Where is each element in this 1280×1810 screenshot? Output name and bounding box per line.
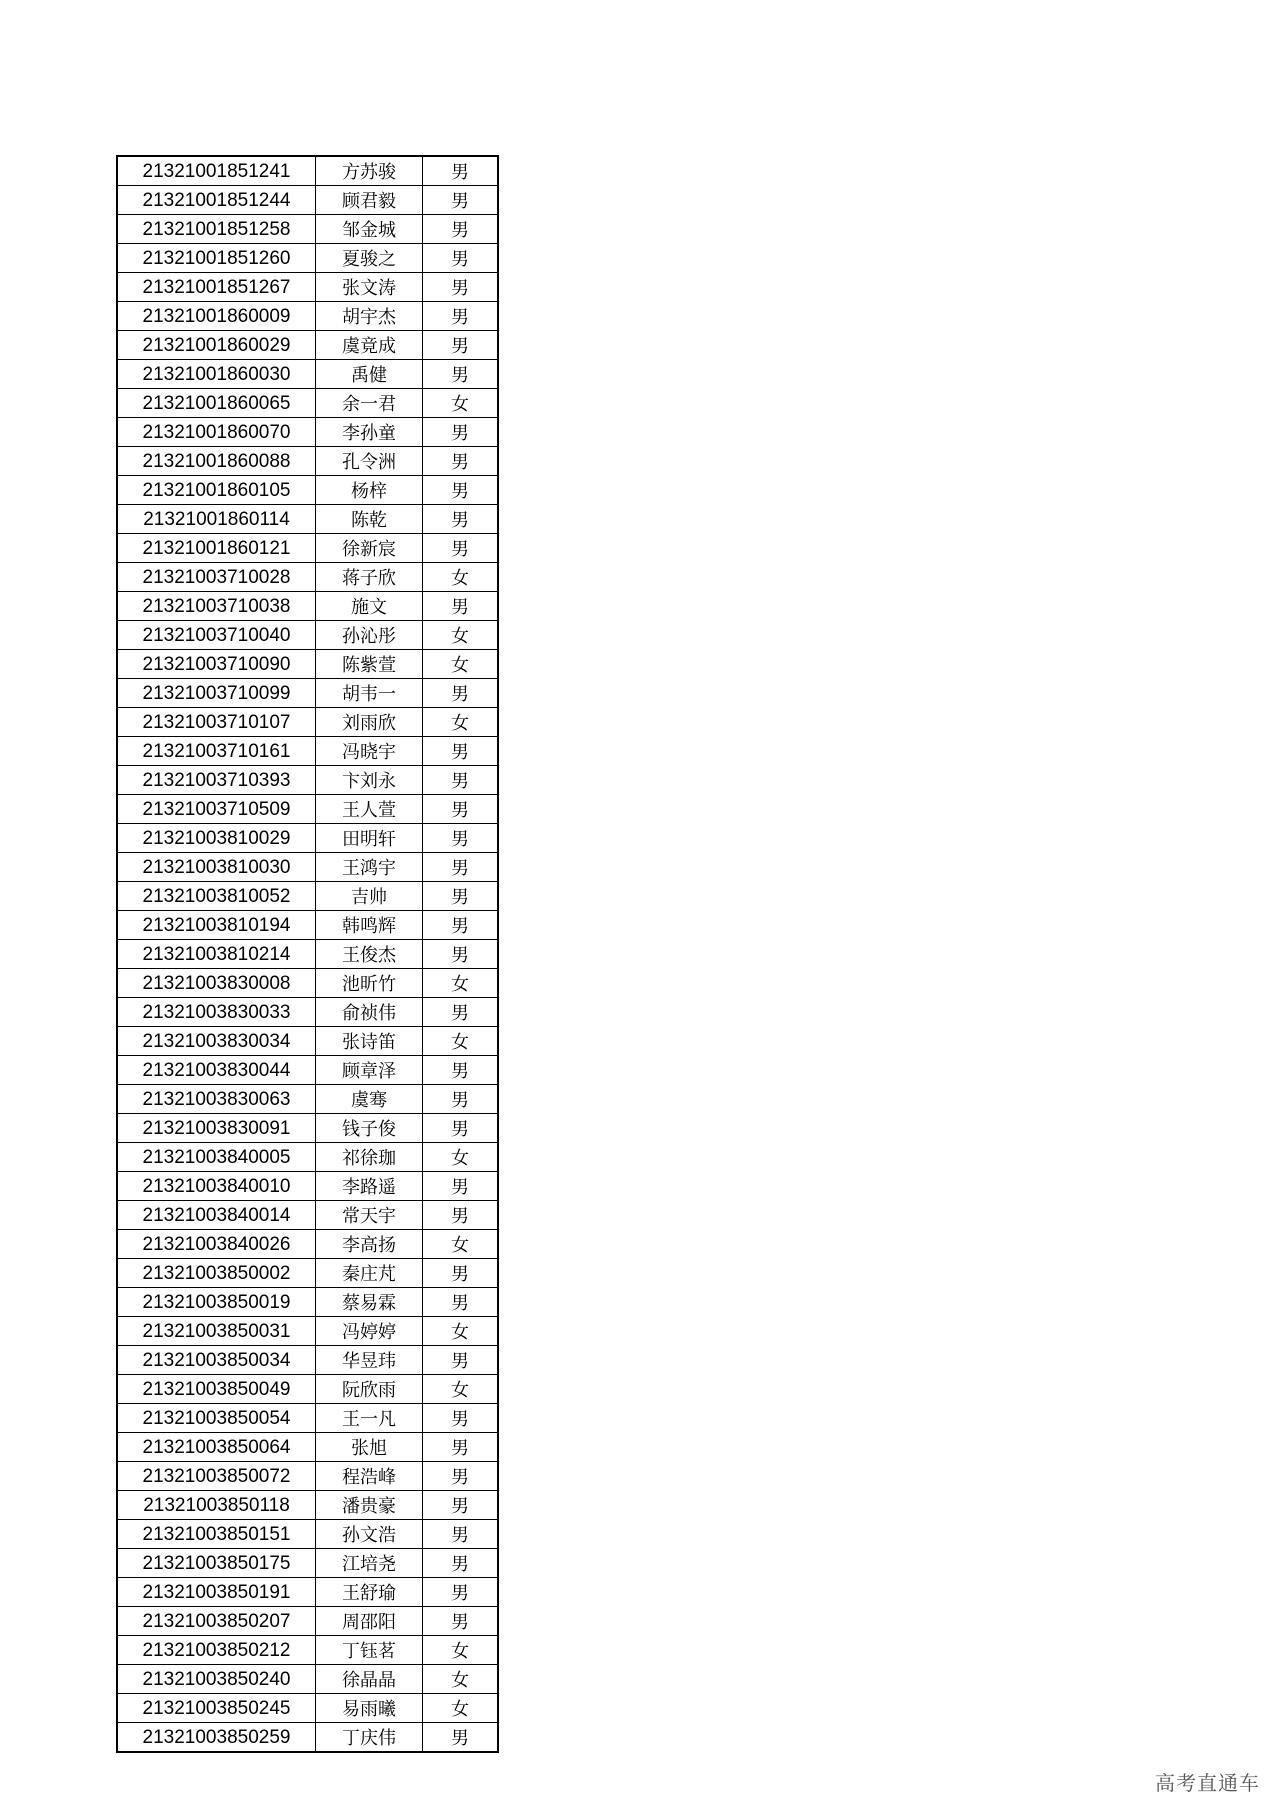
student-gender-cell: 女 bbox=[423, 563, 499, 592]
student-name-cell: 华昱玮 bbox=[316, 1346, 423, 1375]
student-name-cell: 虞骞 bbox=[316, 1085, 423, 1114]
student-id-cell: 21321001860114 bbox=[117, 505, 316, 534]
student-gender-cell: 女 bbox=[423, 1027, 499, 1056]
student-id-cell: 21321003840026 bbox=[117, 1230, 316, 1259]
student-name-cell: 余一君 bbox=[316, 389, 423, 418]
student-gender-cell: 男 bbox=[423, 679, 499, 708]
table-row bbox=[117, 302, 498, 331]
student-name-cell: 李孙童 bbox=[316, 418, 423, 447]
student-id-cell: 21321003850072 bbox=[117, 1462, 316, 1491]
student-name-cell: 张文涛 bbox=[316, 273, 423, 302]
student-gender-cell: 女 bbox=[423, 1230, 499, 1259]
student-name-cell: 丁庆伟 bbox=[316, 1723, 423, 1753]
table-row bbox=[117, 156, 498, 186]
student-name-cell: 胡宇杰 bbox=[316, 302, 423, 331]
student-gender-cell: 男 bbox=[423, 1520, 499, 1549]
student-name-cell: 丁钰茗 bbox=[316, 1636, 423, 1665]
student-gender-cell: 男 bbox=[423, 824, 499, 853]
student-id-cell: 21321003810194 bbox=[117, 911, 316, 940]
table-row bbox=[117, 1520, 498, 1549]
student-gender-cell: 男 bbox=[423, 244, 499, 273]
student-gender-cell: 女 bbox=[423, 621, 499, 650]
table-row bbox=[117, 940, 498, 969]
student-id-cell: 21321003710161 bbox=[117, 737, 316, 766]
student-id-cell: 21321003710099 bbox=[117, 679, 316, 708]
table-row bbox=[117, 273, 498, 302]
student-gender-cell: 女 bbox=[423, 1317, 499, 1346]
table-row bbox=[117, 1375, 498, 1404]
student-name-cell: 徐晶晶 bbox=[316, 1665, 423, 1694]
student-name-cell: 张诗笛 bbox=[316, 1027, 423, 1056]
student-id-cell: 21321003850245 bbox=[117, 1694, 316, 1723]
student-id-cell: 21321003850034 bbox=[117, 1346, 316, 1375]
roster-sheet bbox=[116, 155, 499, 1753]
student-gender-cell: 女 bbox=[423, 1375, 499, 1404]
student-gender-cell: 男 bbox=[423, 1288, 499, 1317]
table-row bbox=[117, 1027, 498, 1056]
table-row bbox=[117, 795, 498, 824]
table-row bbox=[117, 1665, 498, 1694]
table-row bbox=[117, 1636, 498, 1665]
student-gender-cell: 男 bbox=[423, 1433, 499, 1462]
student-name-cell: 阮欣雨 bbox=[316, 1375, 423, 1404]
student-id-cell: 21321001860070 bbox=[117, 418, 316, 447]
student-id-cell: 21321003850259 bbox=[117, 1723, 316, 1753]
student-name-cell: 王俊杰 bbox=[316, 940, 423, 969]
student-id-cell: 21321003850175 bbox=[117, 1549, 316, 1578]
student-name-cell: 秦庄芃 bbox=[316, 1259, 423, 1288]
student-gender-cell: 男 bbox=[423, 1114, 499, 1143]
table-row bbox=[117, 1549, 498, 1578]
student-id-cell: 21321001851244 bbox=[117, 186, 316, 215]
table-row bbox=[117, 1143, 498, 1172]
student-id-cell: 21321003850049 bbox=[117, 1375, 316, 1404]
table-row bbox=[117, 1259, 498, 1288]
student-name-cell: 虞竟成 bbox=[316, 331, 423, 360]
student-id-cell: 21321003830033 bbox=[117, 998, 316, 1027]
student-id-cell: 21321003850002 bbox=[117, 1259, 316, 1288]
student-name-cell: 孔令洲 bbox=[316, 447, 423, 476]
table-row bbox=[117, 1462, 498, 1491]
student-gender-cell: 男 bbox=[423, 302, 499, 331]
student-name-cell: 钱子俊 bbox=[316, 1114, 423, 1143]
student-id-cell: 21321001851260 bbox=[117, 244, 316, 273]
table-row bbox=[117, 1172, 498, 1201]
student-gender-cell: 男 bbox=[423, 331, 499, 360]
student-gender-cell: 男 bbox=[423, 534, 499, 563]
table-row bbox=[117, 882, 498, 911]
table-row bbox=[117, 1288, 498, 1317]
student-name-cell: 田明轩 bbox=[316, 824, 423, 853]
student-id-cell: 21321003840010 bbox=[117, 1172, 316, 1201]
table-row bbox=[117, 505, 498, 534]
student-gender-cell: 女 bbox=[423, 969, 499, 998]
roster-table-body bbox=[117, 156, 498, 1752]
student-gender-cell: 男 bbox=[423, 1549, 499, 1578]
student-id-cell: 21321003810030 bbox=[117, 853, 316, 882]
student-id-cell: 21321003710090 bbox=[117, 650, 316, 679]
student-id-cell: 21321001860009 bbox=[117, 302, 316, 331]
student-gender-cell: 男 bbox=[423, 1259, 499, 1288]
student-gender-cell: 男 bbox=[423, 882, 499, 911]
table-row bbox=[117, 563, 498, 592]
table-row bbox=[117, 592, 498, 621]
student-gender-cell: 男 bbox=[423, 1607, 499, 1636]
student-id-cell: 21321003830034 bbox=[117, 1027, 316, 1056]
student-id-cell: 21321003710038 bbox=[117, 592, 316, 621]
student-gender-cell: 女 bbox=[423, 1636, 499, 1665]
student-id-cell: 21321003710393 bbox=[117, 766, 316, 795]
table-row bbox=[117, 215, 498, 244]
table-row bbox=[117, 1433, 498, 1462]
student-name-cell: 孙文浩 bbox=[316, 1520, 423, 1549]
student-id-cell: 21321001851241 bbox=[117, 156, 316, 186]
student-name-cell: 陈乾 bbox=[316, 505, 423, 534]
student-gender-cell: 男 bbox=[423, 940, 499, 969]
table-row bbox=[117, 244, 498, 273]
student-id-cell: 21321003830063 bbox=[117, 1085, 316, 1114]
student-id-cell: 21321001851267 bbox=[117, 273, 316, 302]
table-row bbox=[117, 969, 498, 998]
watermark-text: 高考直通车 bbox=[1155, 1771, 1260, 1795]
table-row bbox=[117, 360, 498, 389]
student-id-cell: 21321003710028 bbox=[117, 563, 316, 592]
student-name-cell: 卞刘永 bbox=[316, 766, 423, 795]
student-id-cell: 21321003850118 bbox=[117, 1491, 316, 1520]
student-id-cell: 21321001860121 bbox=[117, 534, 316, 563]
student-gender-cell: 男 bbox=[423, 1085, 499, 1114]
table-row bbox=[117, 650, 498, 679]
student-gender-cell: 男 bbox=[423, 505, 499, 534]
student-name-cell: 顾君毅 bbox=[316, 186, 423, 215]
student-name-cell: 王人萱 bbox=[316, 795, 423, 824]
student-name-cell: 王鸿宇 bbox=[316, 853, 423, 882]
table-row bbox=[117, 1317, 498, 1346]
student-id-cell: 21321003710107 bbox=[117, 708, 316, 737]
student-gender-cell: 女 bbox=[423, 650, 499, 679]
student-name-cell: 李路遥 bbox=[316, 1172, 423, 1201]
student-name-cell: 蔡易霖 bbox=[316, 1288, 423, 1317]
table-row bbox=[117, 447, 498, 476]
student-id-cell: 21321003830091 bbox=[117, 1114, 316, 1143]
table-row bbox=[117, 1346, 498, 1375]
student-name-cell: 徐新宸 bbox=[316, 534, 423, 563]
student-gender-cell: 男 bbox=[423, 447, 499, 476]
table-row bbox=[117, 1607, 498, 1636]
student-name-cell: 程浩峰 bbox=[316, 1462, 423, 1491]
student-id-cell: 21321003840005 bbox=[117, 1143, 316, 1172]
student-name-cell: 俞祯伟 bbox=[316, 998, 423, 1027]
table-row bbox=[117, 418, 498, 447]
student-id-cell: 21321001860065 bbox=[117, 389, 316, 418]
student-gender-cell: 女 bbox=[423, 1694, 499, 1723]
student-id-cell: 21321003840014 bbox=[117, 1201, 316, 1230]
table-row bbox=[117, 1114, 498, 1143]
student-name-cell: 江培尧 bbox=[316, 1549, 423, 1578]
student-gender-cell: 男 bbox=[423, 156, 499, 186]
student-gender-cell: 男 bbox=[423, 1462, 499, 1491]
table-row bbox=[117, 1491, 498, 1520]
student-name-cell: 李高扬 bbox=[316, 1230, 423, 1259]
student-name-cell: 冯婷婷 bbox=[316, 1317, 423, 1346]
student-gender-cell: 男 bbox=[423, 360, 499, 389]
student-name-cell: 禹健 bbox=[316, 360, 423, 389]
student-gender-cell: 男 bbox=[423, 186, 499, 215]
student-name-cell: 张旭 bbox=[316, 1433, 423, 1462]
table-row bbox=[117, 331, 498, 360]
table-row bbox=[117, 998, 498, 1027]
student-id-cell: 21321003850151 bbox=[117, 1520, 316, 1549]
student-name-cell: 陈紫萱 bbox=[316, 650, 423, 679]
table-row bbox=[117, 1694, 498, 1723]
student-gender-cell: 女 bbox=[423, 389, 499, 418]
student-gender-cell: 男 bbox=[423, 1346, 499, 1375]
student-name-cell: 蒋子欣 bbox=[316, 563, 423, 592]
table-row bbox=[117, 911, 498, 940]
student-name-cell: 方苏骏 bbox=[316, 156, 423, 186]
student-gender-cell: 男 bbox=[423, 998, 499, 1027]
student-gender-cell: 男 bbox=[423, 1578, 499, 1607]
table-row bbox=[117, 621, 498, 650]
student-name-cell: 胡韦一 bbox=[316, 679, 423, 708]
table-row bbox=[117, 534, 498, 563]
student-id-cell: 21321003850191 bbox=[117, 1578, 316, 1607]
student-name-cell: 易雨曦 bbox=[316, 1694, 423, 1723]
student-name-cell: 池昕竹 bbox=[316, 969, 423, 998]
table-row bbox=[117, 766, 498, 795]
student-gender-cell: 男 bbox=[423, 1723, 499, 1753]
student-name-cell: 王一凡 bbox=[316, 1404, 423, 1433]
student-name-cell: 夏骏之 bbox=[316, 244, 423, 273]
student-id-cell: 21321003810214 bbox=[117, 940, 316, 969]
student-id-cell: 21321001851258 bbox=[117, 215, 316, 244]
student-gender-cell: 女 bbox=[423, 708, 499, 737]
student-name-cell: 顾章泽 bbox=[316, 1056, 423, 1085]
table-row bbox=[117, 1085, 498, 1114]
student-gender-cell: 男 bbox=[423, 476, 499, 505]
student-id-cell: 21321003830008 bbox=[117, 969, 316, 998]
student-name-cell: 刘雨欣 bbox=[316, 708, 423, 737]
table-row bbox=[117, 679, 498, 708]
student-name-cell: 吉帅 bbox=[316, 882, 423, 911]
student-gender-cell: 男 bbox=[423, 215, 499, 244]
student-gender-cell: 男 bbox=[423, 766, 499, 795]
student-id-cell: 21321003810029 bbox=[117, 824, 316, 853]
student-name-cell: 祁徐珈 bbox=[316, 1143, 423, 1172]
student-gender-cell: 男 bbox=[423, 795, 499, 824]
table-row bbox=[117, 389, 498, 418]
student-name-cell: 杨梓 bbox=[316, 476, 423, 505]
student-roster-table bbox=[116, 155, 499, 1753]
student-name-cell: 周邵阳 bbox=[316, 1607, 423, 1636]
student-id-cell: 21321003710509 bbox=[117, 795, 316, 824]
student-name-cell: 冯晓宇 bbox=[316, 737, 423, 766]
student-id-cell: 21321003850064 bbox=[117, 1433, 316, 1462]
student-gender-cell: 男 bbox=[423, 1404, 499, 1433]
table-row bbox=[117, 1723, 498, 1753]
table-row bbox=[117, 1056, 498, 1085]
student-gender-cell: 男 bbox=[423, 1491, 499, 1520]
student-id-cell: 21321003850019 bbox=[117, 1288, 316, 1317]
student-id-cell: 21321003850207 bbox=[117, 1607, 316, 1636]
student-id-cell: 21321001860029 bbox=[117, 331, 316, 360]
student-id-cell: 21321003810052 bbox=[117, 882, 316, 911]
table-row bbox=[117, 1404, 498, 1433]
table-row bbox=[117, 1230, 498, 1259]
student-gender-cell: 男 bbox=[423, 911, 499, 940]
student-name-cell: 韩鸣辉 bbox=[316, 911, 423, 940]
student-name-cell: 邹金城 bbox=[316, 215, 423, 244]
student-name-cell: 孙沁彤 bbox=[316, 621, 423, 650]
student-name-cell: 施文 bbox=[316, 592, 423, 621]
student-name-cell: 常天宇 bbox=[316, 1201, 423, 1230]
student-gender-cell: 男 bbox=[423, 853, 499, 882]
student-gender-cell: 男 bbox=[423, 418, 499, 447]
student-name-cell: 王舒瑜 bbox=[316, 1578, 423, 1607]
student-id-cell: 21321003710040 bbox=[117, 621, 316, 650]
table-row bbox=[117, 1578, 498, 1607]
table-row bbox=[117, 853, 498, 882]
student-id-cell: 21321001860030 bbox=[117, 360, 316, 389]
student-gender-cell: 男 bbox=[423, 1172, 499, 1201]
student-gender-cell: 男 bbox=[423, 737, 499, 766]
student-id-cell: 21321003850240 bbox=[117, 1665, 316, 1694]
student-id-cell: 21321001860088 bbox=[117, 447, 316, 476]
table-row bbox=[117, 708, 498, 737]
table-row bbox=[117, 824, 498, 853]
student-name-cell: 潘贵豪 bbox=[316, 1491, 423, 1520]
student-gender-cell: 男 bbox=[423, 1201, 499, 1230]
table-row bbox=[117, 476, 498, 505]
student-gender-cell: 男 bbox=[423, 273, 499, 302]
student-id-cell: 21321003850212 bbox=[117, 1636, 316, 1665]
student-id-cell: 21321001860105 bbox=[117, 476, 316, 505]
student-gender-cell: 男 bbox=[423, 592, 499, 621]
student-id-cell: 21321003850054 bbox=[117, 1404, 316, 1433]
student-id-cell: 21321003830044 bbox=[117, 1056, 316, 1085]
student-gender-cell: 男 bbox=[423, 1056, 499, 1085]
student-gender-cell: 女 bbox=[423, 1665, 499, 1694]
student-id-cell: 21321003850031 bbox=[117, 1317, 316, 1346]
table-row bbox=[117, 1201, 498, 1230]
table-row bbox=[117, 737, 498, 766]
student-gender-cell: 女 bbox=[423, 1143, 499, 1172]
table-row bbox=[117, 186, 498, 215]
